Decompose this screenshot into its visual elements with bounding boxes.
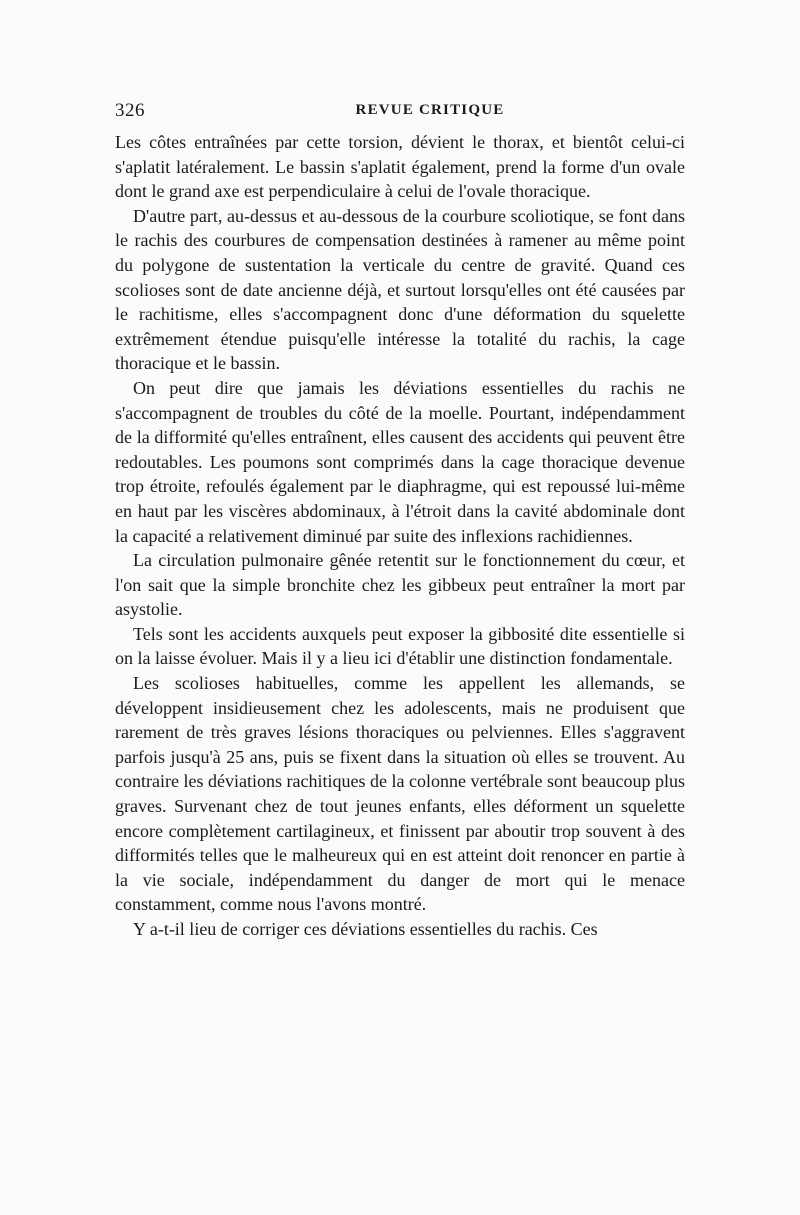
page-number: 326	[115, 100, 145, 121]
paragraph-6: Les scolioses habituelles, comme les appellent les allemands, se développent insidieusement chez les adolescents, mais ne produisent que rarement de très graves lésions thoraciques ou pelviennes. Elles s'aggravent parfois jusqu'à 25 ans, puis se fixent dans la situation où elles se trouvent. Au contraire les déviations rachitiques de la colonne vertébrale sont beaucoup plus graves. Survenant chez de tout jeunes enfants, elles déforment un squelette encore complètement cartilagineux, et finissent par aboutir trop souvent à des difformités telles que le malheureux qui en est atteint doit renoncer en partie à la vie sociale, indépendamment du danger de mort qui le menace constamment, comme nous l'avons montré.	[115, 673, 685, 915]
paragraph-3: On peut dire que jamais les déviations essentielles du rachis ne s'accompagnent de troubles du côté de la moelle. Pourtant, indépendamment de la difformité qu'elles entraînent, elles causent des accidents qui peuvent être redoutables. Les poumons sont comprimés dans la cage thoracique devenue trop étroite, refoulés également par le diaphragme, qui est repoussé lui-même en haut par les viscères abdominaux, à l'étroit dans la cavité abdominale dont la capacité a relativement diminué par suite des inflexions rachidiennes.	[115, 377, 685, 546]
paragraph-1: Les côtes entraînées par cette torsion, dévient le thorax, et bientôt celui-ci s'aplatit latéralement. Le bassin s'aplatit également, prend la forme d'un ovale dont le grand axe est perpendiculaire à celui de l'ovale thoracique.	[115, 132, 685, 202]
paragraph-2: D'autre part, au-dessus et au-dessous de la courbure scoliotique, se font dans le rachis des courbures de compensation destinées à ramener au même point du polygone de sustentation la verticale du centre de gravité. Quand ces scolioses sont de date ancienne déjà, et surtout lorsqu'elles ont été causées par le rachitisme, elles s'accompagnent donc d'une déformation du squelette extrêmement étendue puisqu'elle intéresse la totalité du rachis, la cage thoracique et le bassin.	[115, 205, 685, 374]
journal-title: REVUE CRITIQUE	[355, 102, 505, 118]
paragraph-7: Y a-t-il lieu de corriger ces déviations essentielles du rachis. Ces	[133, 919, 598, 939]
body-text	[115, 130, 685, 942]
paragraph-5: Tels sont les accidents auxquels peut exposer la gibbosité dite essentielle si on la laisse évoluer. Mais il y a lieu ici d'établir une distinction fondamentale.	[115, 623, 685, 669]
paragraph-4: La circulation pulmonaire gênée retentit sur le fonctionnement du cœur, et l'on sait que la simple bronchite chez les gibbeux peut entraîner la mort par asystolie.	[115, 550, 685, 620]
running-head	[115, 100, 685, 126]
